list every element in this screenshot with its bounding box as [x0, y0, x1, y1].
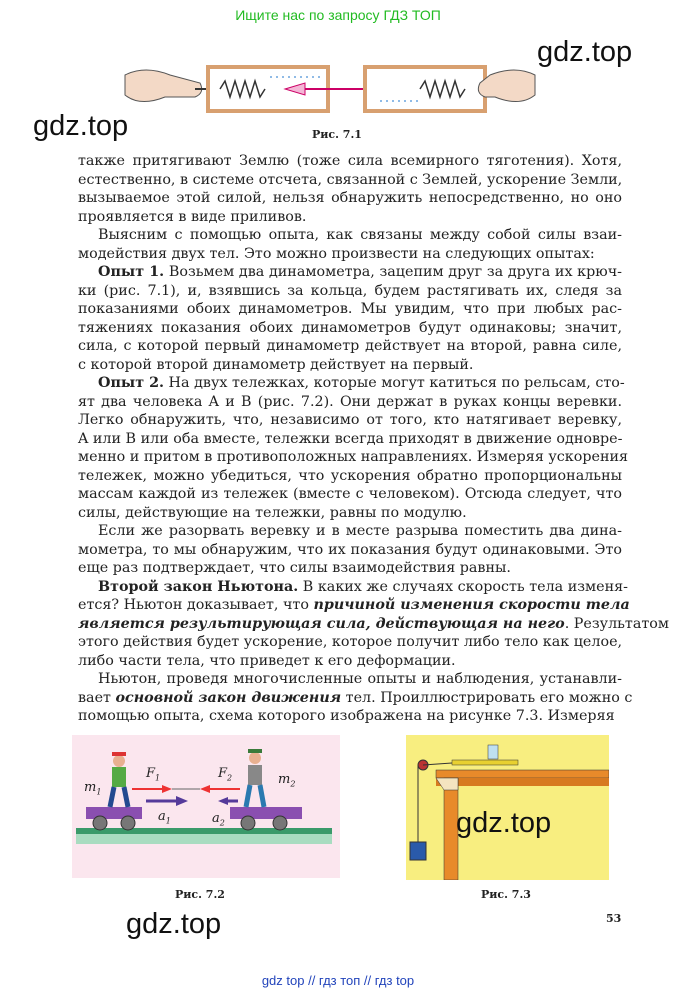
figure-caption-7-1: Рис. 7.1 — [312, 128, 362, 141]
label-m2-sub: 2 — [290, 779, 296, 789]
label-a2-sub: 2 — [219, 818, 225, 828]
label-a2: a — [212, 811, 220, 826]
text-line: еще раз подтверждает, что силы взаимодействия равны. — [78, 560, 511, 576]
body-text — [78, 152, 670, 726]
text-line — [78, 615, 670, 634]
text-line: Легко обнаружить, что, независимо от того, кто натягивает веревку, — [78, 412, 622, 428]
label-m1: m — [84, 780, 97, 795]
text-line: массам каждой из тележек (вместе с человеком). Отсюда следует, что — [78, 486, 622, 502]
text-line: помощью опыта, схема которого изображена на рисунке 7.3. Измеряя — [78, 708, 615, 724]
label-F2: F — [218, 766, 228, 781]
cart-2 — [230, 807, 302, 819]
text-line: Ньютон, проведя многочисленные опыты и наблюдения, устанавли- — [98, 671, 622, 687]
label-a1-sub: 1 — [165, 816, 171, 826]
emphasized-text: Опыт 1. — [98, 264, 165, 280]
cart-1 — [86, 807, 142, 819]
left-hand — [125, 70, 202, 102]
watermark: gdz.top — [126, 908, 222, 940]
watermark: gdz.top — [456, 807, 552, 839]
text-line: проявляется в виде приливов. — [78, 208, 307, 225]
text-line: также притягивают Землю (тоже сила всемирного тяготения). Хотя, — [78, 153, 622, 169]
dynamometer-right — [365, 67, 485, 111]
text-line: A или B или оба вместе, тележки всегда приходят в движение одновре- — [78, 430, 623, 447]
figure-7-2-carts — [72, 735, 340, 878]
text-segment: Возьмем два динамометра, зацепим друг за друга их крюч- — [164, 264, 623, 280]
emphasized-text: причиной изменения скорости тела — [313, 597, 630, 613]
text-line: тележек, можно убедиться, что ускорения обратно пропорциональны — [78, 467, 622, 484]
person-a — [112, 767, 126, 787]
emphasized-text: основной закон движения — [115, 689, 342, 706]
page-number: 53 — [606, 912, 622, 925]
label-a1: a — [158, 809, 166, 824]
text-line: модействия двух тел. Это можно произвести на следующих опытах: — [78, 245, 595, 262]
text-segment: ется? Ньютон доказывает, что — [78, 597, 314, 613]
figure-caption-7-2: Рис. 7.2 — [175, 888, 225, 901]
text-line — [78, 263, 622, 282]
text-segment: вает — [78, 689, 116, 706]
person-b — [248, 765, 262, 785]
text-line: сила, с которой первый динамометр действует на второй, равна силе, — [78, 338, 622, 354]
text-line: показаниями обоих динамометров. Мы увидим, что при любых рас- — [78, 301, 622, 317]
text-line: этого действия будет ускорение, которое получит либо тело как целое, — [78, 634, 623, 650]
search-banner[interactable]: Ищите нас по запросу ГДЗ ТОП — [235, 7, 441, 23]
text-line: Выясним с помощью опыта, как связаны между собой силы взаи- — [98, 227, 622, 243]
figure-caption-7-3: Рис. 7.3 — [481, 888, 531, 901]
text-segment: На двух тележках, которые могут катиться по рельсам, сто- — [164, 375, 625, 391]
text-line: вызываемое этой силой, нельзя обнаружить непосредственно, но оно — [78, 190, 622, 206]
text-segment: В каких же случаях скорость тела изменя- — [298, 578, 629, 595]
label-m2: m — [278, 772, 291, 787]
text-line: естественно, в системе отсчета, связанной с Землей, ускорение Земли, — [78, 171, 623, 188]
text-line: менно и притом в противоположных направлениях. Измеряя ускорения — [78, 449, 629, 465]
watermark: gdz.top — [537, 36, 633, 68]
label-F1: F — [146, 766, 156, 781]
figure-7-3-table-setup — [406, 735, 609, 880]
text-line: мометра, то мы обнаружим, что их показания будут одинаковыми. Это — [78, 541, 622, 558]
footer-links[interactable]: gdz top // гдз топ // гдз top — [261, 973, 415, 988]
text-segment: тел. Проиллюстрировать его можно с — [341, 689, 633, 706]
text-line: с которой второй динамометр действует на первый. — [78, 356, 474, 373]
text-line: Если же разорвать веревку и в месте разрыва поместить два дина- — [98, 523, 622, 539]
watermark: gdz.top — [33, 110, 129, 142]
emphasized-text: Опыт 2. — [98, 375, 165, 391]
label-F1-sub: 1 — [155, 773, 161, 783]
figure-7-1-dynamometers — [120, 55, 540, 125]
text-line — [78, 596, 630, 615]
label-F2-sub: 2 — [227, 773, 233, 783]
text-line — [78, 374, 625, 393]
text-segment: . Результатом — [564, 615, 670, 632]
text-line: силы, действующие на тележки, равны по модулю. — [78, 504, 467, 521]
text-line: тяжениях показания обоих динамометров будут одинаковы; значит, — [78, 319, 622, 336]
text-line — [78, 689, 633, 708]
text-line: либо части тела, что приведет к его деформации. — [78, 652, 456, 669]
label-m1-sub: 1 — [96, 787, 102, 797]
text-line: ят два человека A и B (рис. 7.2). Они держат в руках концы веревки. — [78, 393, 622, 410]
emphasized-text: является результирующая сила, действующая на него — [78, 615, 565, 632]
text-line — [78, 578, 629, 597]
text-line: ки (рис. 7.1), и, взявшись за кольца, будем растягивать их, следя за — [78, 282, 622, 299]
emphasized-text: Второй закон Ньютона. — [98, 578, 299, 595]
